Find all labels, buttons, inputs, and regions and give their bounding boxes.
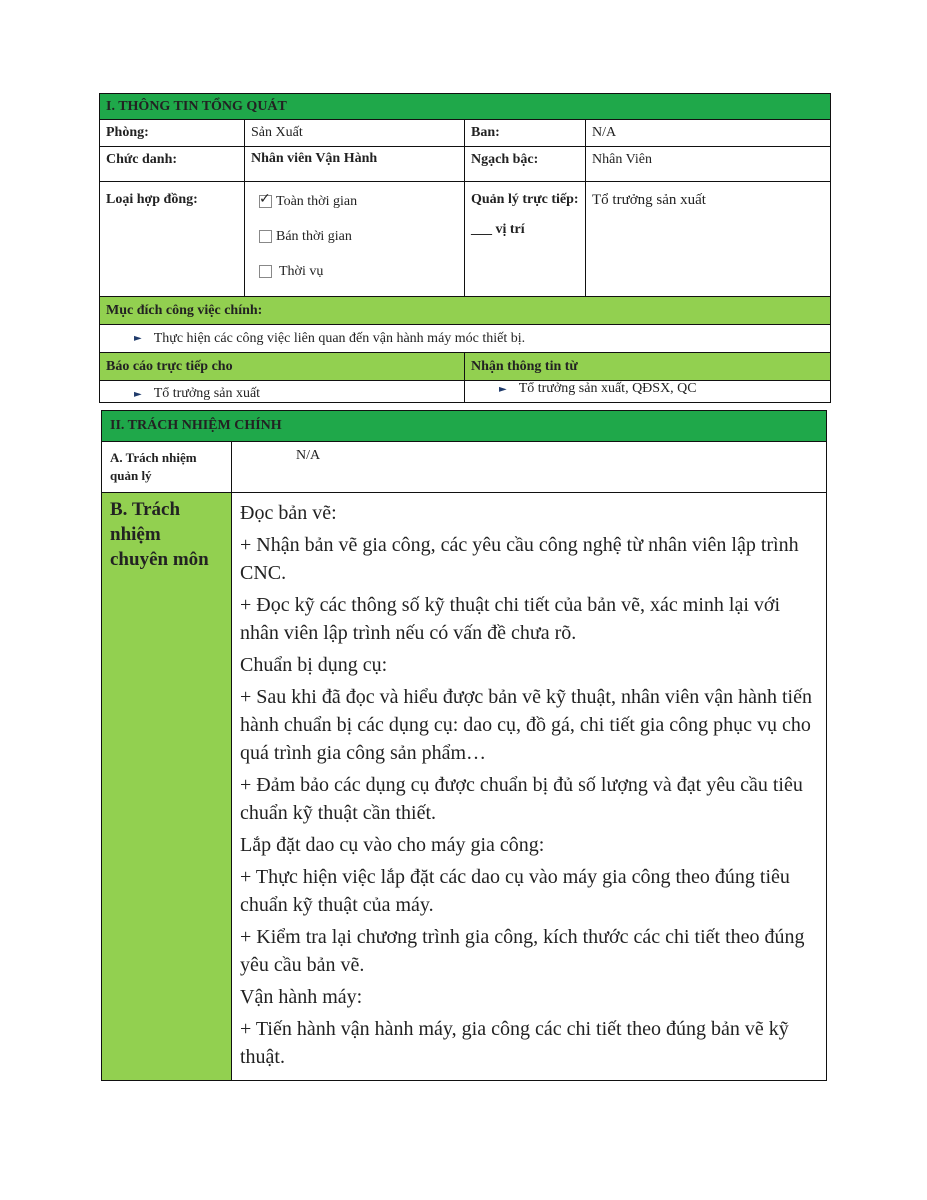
- info-from-item: ► Tổ trưởng sản xuất, QĐSX, QC: [465, 381, 831, 403]
- prof-line: + Thực hiện việc lắp đặt các dao cụ vào máy gia công theo đúng tiêu chuẩn kỹ thuật của máy.: [240, 866, 790, 916]
- department-value: Sản Xuất: [245, 120, 465, 147]
- checkbox-empty-icon[interactable]: [259, 265, 272, 278]
- report-to-item: ► Tổ trưởng sản xuất: [100, 381, 465, 403]
- prof-line: Vận hành máy:: [240, 986, 363, 1008]
- report-to-label: Báo cáo trực tiếp cho: [100, 353, 465, 381]
- prof-line: + Sau khi đã đọc và hiểu được bản vẽ kỹ thuật, nhân viên vận hành tiến hành chuẩn bị các dụng cụ: dao cụ, đồ gá, chi tiết gia công phục vụ cho quá trình gia công sản phẩm…: [240, 686, 812, 764]
- general-info-table: [99, 93, 831, 403]
- purpose-label: Mục đích công việc chính:: [100, 297, 831, 325]
- prof-line: Lắp đặt dao cụ vào cho máy gia công:: [240, 834, 545, 856]
- responsibilities-table: [101, 410, 827, 1081]
- checkbox-checked-icon[interactable]: [259, 195, 272, 208]
- section2-title: II. TRÁCH NHIỆM CHÍNH: [102, 411, 827, 442]
- contract-option-parttime[interactable]: Bán thời gian: [259, 219, 458, 254]
- mgmt-responsibility-label: A. Trách nhiệm quản lý: [102, 442, 232, 493]
- triangle-bullet-icon: ►: [499, 383, 507, 395]
- manager-cell: [465, 182, 586, 297]
- department-label: Phòng:: [100, 120, 245, 147]
- info-from-label: Nhận thông tin từ: [465, 353, 831, 381]
- prof-line: + Đảm bảo các dụng cụ được chuẩn bị đủ số lượng và đạt yêu cầu tiêu chuẩn kỹ thuật cần thiết.: [240, 774, 803, 824]
- prof-line: Đọc bản vẽ:: [240, 502, 337, 524]
- prof-responsibility-content: [232, 493, 827, 1081]
- division-value: N/A: [586, 120, 831, 147]
- contract-option-fulltime[interactable]: ✓ Toàn thời gian: [259, 184, 458, 219]
- prof-responsibility-label: B. Trách nhiệm chuyên môn: [102, 493, 232, 1081]
- contract-label: Loại hợp đồng:: [100, 182, 245, 297]
- division-label: Ban:: [465, 120, 586, 147]
- grade-value: Nhân Viên: [586, 147, 831, 182]
- prof-line: + Kiểm tra lại chương trình gia công, kích thước các chi tiết theo đúng yêu cầu bản vẽ.: [240, 926, 805, 976]
- manager-label: Quản lý trực tiếp:: [471, 192, 579, 207]
- checkbox-empty-icon[interactable]: [259, 230, 272, 243]
- job-title-label: Chức danh:: [100, 147, 245, 182]
- manager-value: Tổ trưởng sản xuất: [586, 182, 831, 297]
- job-title-value: Nhân viên Vận Hành: [245, 147, 465, 182]
- contract-options: [245, 182, 465, 297]
- mgmt-responsibility-value: N/A: [232, 442, 827, 493]
- section1-title: I. THÔNG TIN TỔNG QUÁT: [100, 94, 831, 120]
- purpose-item: ► Thực hiện các công việc liên quan đến vận hành máy móc thiết bị.: [100, 325, 831, 353]
- prof-line: + Đọc kỹ các thông số kỹ thuật chi tiết của bản vẽ, xác minh lại với nhân viên lập trình nếu có vấn đề chưa rõ.: [240, 594, 781, 644]
- prof-line: + Nhận bản vẽ gia công, các yêu cầu công nghệ từ nhân viên lập trình CNC.: [240, 534, 799, 584]
- prof-line: + Tiến hành vận hành máy, gia công các chi tiết theo đúng bản vẽ kỹ thuật.: [240, 1018, 789, 1068]
- triangle-bullet-icon: ►: [134, 388, 142, 400]
- position-label: ___ vị trí: [471, 222, 525, 237]
- triangle-bullet-icon: ►: [134, 333, 142, 344]
- prof-line: Chuẩn bị dụng cụ:: [240, 654, 388, 676]
- grade-label: Ngạch bậc:: [465, 147, 586, 182]
- contract-option-seasonal[interactable]: Thời vụ: [259, 254, 458, 289]
